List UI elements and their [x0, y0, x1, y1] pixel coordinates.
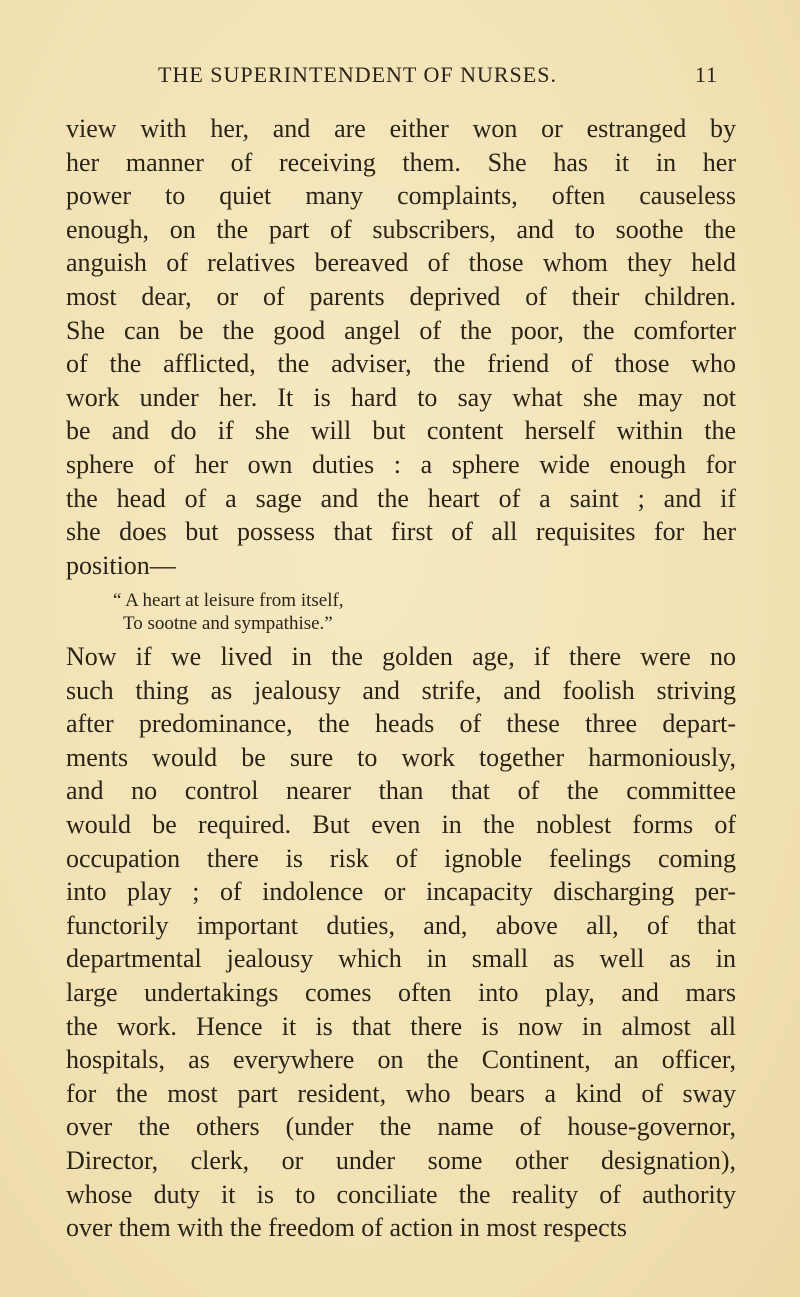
verse-line: To sootne and sympathise.” — [123, 613, 333, 634]
page-header — [158, 62, 718, 92]
text-line: Now if we lived in the golden age, if there were no — [66, 642, 736, 671]
text-line: such thing as jealousy and strife, and foolish striving — [66, 675, 736, 705]
text-line: functorily important duties, and, above all, of that — [66, 910, 736, 940]
text-line: over the others (under the name of house-governor, — [66, 1112, 736, 1142]
text-line: most dear, or of parents deprived of their children. — [66, 281, 736, 311]
paragraph-1 — [66, 112, 736, 582]
text-line: occupation there is risk of ignoble feelings coming — [66, 843, 736, 873]
text-line: work under her. It is hard to say what she may not — [66, 382, 736, 412]
text-line: of the afflicted, the adviser, the friend of those who — [66, 349, 736, 379]
text-line: she does but possess that first of all requisites for her — [66, 517, 736, 547]
text-line: Director, clerk, or under some other designation), — [66, 1145, 736, 1175]
text-line: into play ; of indolence or incapacity discharging per- — [66, 877, 736, 907]
text-line: her manner of receiving them. She has it in her — [66, 147, 736, 177]
text-line: ments would be sure to work together harmoniously, — [66, 742, 736, 772]
verse-line: “ A heart at leisure from itself, — [113, 590, 344, 611]
text-line: over them with the freedom of action in most respects — [66, 1213, 628, 1243]
text-line: would be required. But even in the noblest forms of — [66, 809, 736, 839]
paragraph-2 — [66, 640, 736, 1245]
text-line: and no control nearer than that of the committee — [66, 776, 736, 806]
text-line: whose duty it is to conciliate the reality of authority — [66, 1179, 736, 1209]
verse-quotation — [113, 589, 344, 635]
text-line: position— — [66, 550, 176, 580]
text-line: view with her, and are either won or estranged by — [66, 114, 736, 143]
text-line: enough, on the part of subscribers, and to soothe the — [66, 214, 736, 244]
text-line: departmental jealousy which in small as well as in — [66, 944, 736, 974]
page-number: 11 — [694, 62, 718, 87]
running-title: THE SUPERINTENDENT OF NURSES. — [158, 62, 557, 87]
text-line: She can be the good angel of the poor, the comforter — [66, 315, 736, 345]
text-line: be and do if she will but content herself within the — [66, 416, 736, 446]
text-line: the work. Hence it is that there is now in almost all — [66, 1011, 736, 1041]
text-line: anguish of relatives bereaved of those whom they held — [66, 248, 736, 278]
text-line: sphere of her own duties : a sphere wide enough for — [66, 449, 736, 479]
text-line: large undertakings comes often into play, and mars — [66, 977, 736, 1007]
text-line: power to quiet many complaints, often causeless — [66, 181, 736, 211]
text-line: after predominance, the heads of these three depart- — [66, 709, 736, 739]
text-line: for the most part resident, who bears a kind of sway — [66, 1078, 736, 1108]
text-line: the head of a sage and the heart of a saint ; and if — [66, 483, 736, 513]
text-line: hospitals, as everywhere on the Continent, an officer, — [66, 1045, 736, 1075]
